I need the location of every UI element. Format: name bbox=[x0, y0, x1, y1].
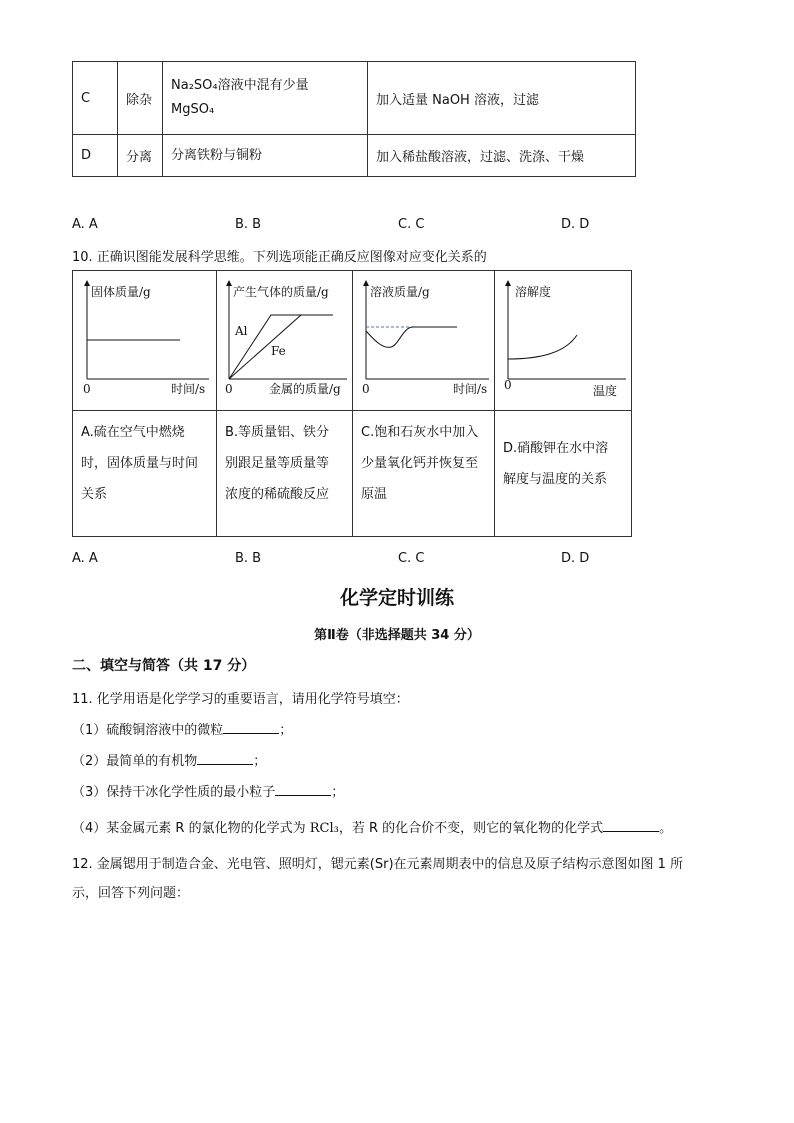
item-text: （2）最简单的有机物 bbox=[72, 754, 198, 769]
caption-line: B.等质量铝、铁分 bbox=[225, 425, 330, 440]
caption-line: C.饱和石灰水中加入 bbox=[361, 425, 479, 440]
caption-line: 浓度的稀硫酸反应 bbox=[225, 487, 330, 502]
graph-cell-d bbox=[495, 271, 632, 411]
answer-blank[interactable] bbox=[223, 721, 279, 734]
table-row bbox=[73, 62, 636, 135]
label-fe: Fe bbox=[271, 344, 286, 358]
graph-cell-a bbox=[73, 271, 217, 411]
choice-c: C. C bbox=[398, 551, 425, 566]
curve-solution-mass bbox=[366, 327, 457, 347]
caption-a bbox=[73, 411, 217, 537]
label-al: Al bbox=[235, 324, 248, 338]
table-row bbox=[73, 135, 636, 177]
graph-c bbox=[353, 271, 494, 406]
caption-d bbox=[495, 411, 632, 537]
item-text: （1）硫酸铜溶液中的微粒 bbox=[72, 723, 224, 738]
item-text: （3）保持干冰化学性质的最小粒子 bbox=[72, 785, 276, 800]
item-end: ； bbox=[279, 723, 293, 738]
graph-d bbox=[495, 271, 631, 406]
row-operation: 加入适量 NaOH 溶液，过滤 bbox=[368, 62, 636, 135]
caption-c bbox=[353, 411, 495, 537]
q12-line: 12. 金属锶用于制造合金、光电管、照明灯，锶元素(Sr)在元素周期表中的信息及原子结构示意图如图 1 所 bbox=[72, 857, 684, 872]
q11-stem: 11. 化学用语是化学学习的重要语言，请用化学符号填空： bbox=[72, 692, 409, 707]
answer-blank[interactable] bbox=[603, 819, 659, 832]
choice-a: A. A bbox=[72, 551, 98, 566]
answer-choices-q10 bbox=[72, 551, 724, 566]
row-target-line: MgSO₄ bbox=[171, 102, 215, 117]
q11-item-3 bbox=[72, 781, 344, 800]
q10-stem: 10. 正确识图能发展科学思维。下列选项能正确反应图像对应变化关系的 bbox=[72, 250, 487, 265]
answer-blank[interactable] bbox=[275, 783, 331, 796]
caption-line: D.硝酸钾在水中溶 bbox=[503, 441, 609, 456]
page-subtitle: 第Ⅱ卷（非选择题共 34 分） bbox=[314, 628, 480, 643]
options-table bbox=[72, 61, 636, 177]
item-text: （4）某金属元素 R 的氯化物的化学式为 bbox=[72, 821, 310, 836]
choice-d: D. D bbox=[561, 551, 590, 566]
x-axis-label: 时间/s bbox=[171, 382, 206, 396]
row-operation: 加入稀盐酸溶液，过滤、洗涤、干燥 bbox=[368, 135, 636, 177]
graphs-table bbox=[72, 270, 632, 537]
answer-choices-q9 bbox=[72, 217, 724, 232]
x-axis-label: 金属的质量/g bbox=[269, 382, 341, 396]
caption-b bbox=[217, 411, 353, 537]
caption-line: 时，固体质量与时间 bbox=[81, 456, 199, 471]
caption-line: 关系 bbox=[81, 487, 108, 502]
captions-row bbox=[73, 411, 632, 537]
answer-blank[interactable] bbox=[197, 752, 253, 765]
y-axis-label: 产生气体的质量/g bbox=[233, 285, 329, 299]
row-method: 除杂 bbox=[118, 62, 163, 135]
row-letter: D bbox=[73, 135, 118, 177]
section-heading: 二、填空与简答（共 17 分） bbox=[72, 658, 256, 674]
q11-item-2 bbox=[72, 750, 266, 769]
y-axis-label: 固体质量/g bbox=[91, 285, 151, 299]
origin-label: 0 bbox=[83, 382, 91, 396]
item-end: 。 bbox=[659, 821, 673, 836]
y-axis-label: 溶解度 bbox=[515, 285, 552, 299]
item-text: ，若 R 的化合价不变，则它的氧化物的化学式 bbox=[338, 821, 604, 836]
row-letter: C bbox=[73, 62, 118, 135]
origin-label: 0 bbox=[225, 382, 233, 396]
row-target-line: Na₂SO₄溶液中混有少量 bbox=[171, 78, 309, 93]
row-method: 分离 bbox=[118, 135, 163, 177]
choice-a: A. A bbox=[72, 217, 98, 232]
graphs-row bbox=[73, 271, 632, 411]
caption-line: 少量氧化钙并恢复至 bbox=[361, 456, 479, 471]
caption-line: 解度与温度的关系 bbox=[503, 472, 608, 487]
graph-cell-c bbox=[353, 271, 495, 411]
curve-solubility bbox=[508, 335, 577, 359]
page-title: 化学定时训练 bbox=[339, 587, 454, 609]
origin-label: 0 bbox=[504, 378, 512, 392]
choice-b: B. B bbox=[235, 551, 262, 566]
y-axis-label: 溶液质量/g bbox=[370, 285, 430, 299]
item-end: ； bbox=[331, 785, 345, 800]
graph-cell-b bbox=[217, 271, 353, 411]
row-target: 分离铁粉与铜粉 bbox=[163, 135, 368, 177]
caption-line: 别跟足量等质量等 bbox=[225, 456, 330, 471]
graph-a bbox=[73, 271, 216, 406]
formula-rcl3: RCl₃ bbox=[309, 821, 339, 836]
q12-stem bbox=[72, 850, 722, 908]
choice-c: C. C bbox=[398, 217, 425, 232]
q11-item-1 bbox=[72, 719, 292, 738]
row-target bbox=[163, 62, 368, 135]
choice-b: B. B bbox=[235, 217, 262, 232]
x-axis-label: 时间/s bbox=[453, 382, 488, 396]
q11-item-4 bbox=[72, 817, 672, 836]
graph-b bbox=[217, 271, 352, 406]
caption-line: 原温 bbox=[361, 487, 388, 502]
choice-d: D. D bbox=[561, 217, 590, 232]
x-axis-label: 温度 bbox=[593, 384, 618, 398]
caption-line: A.硫在空气中燃烧 bbox=[81, 425, 185, 440]
q12-line: 示，回答下列问题： bbox=[72, 886, 190, 901]
item-end: ； bbox=[253, 754, 267, 769]
origin-label: 0 bbox=[362, 382, 370, 396]
